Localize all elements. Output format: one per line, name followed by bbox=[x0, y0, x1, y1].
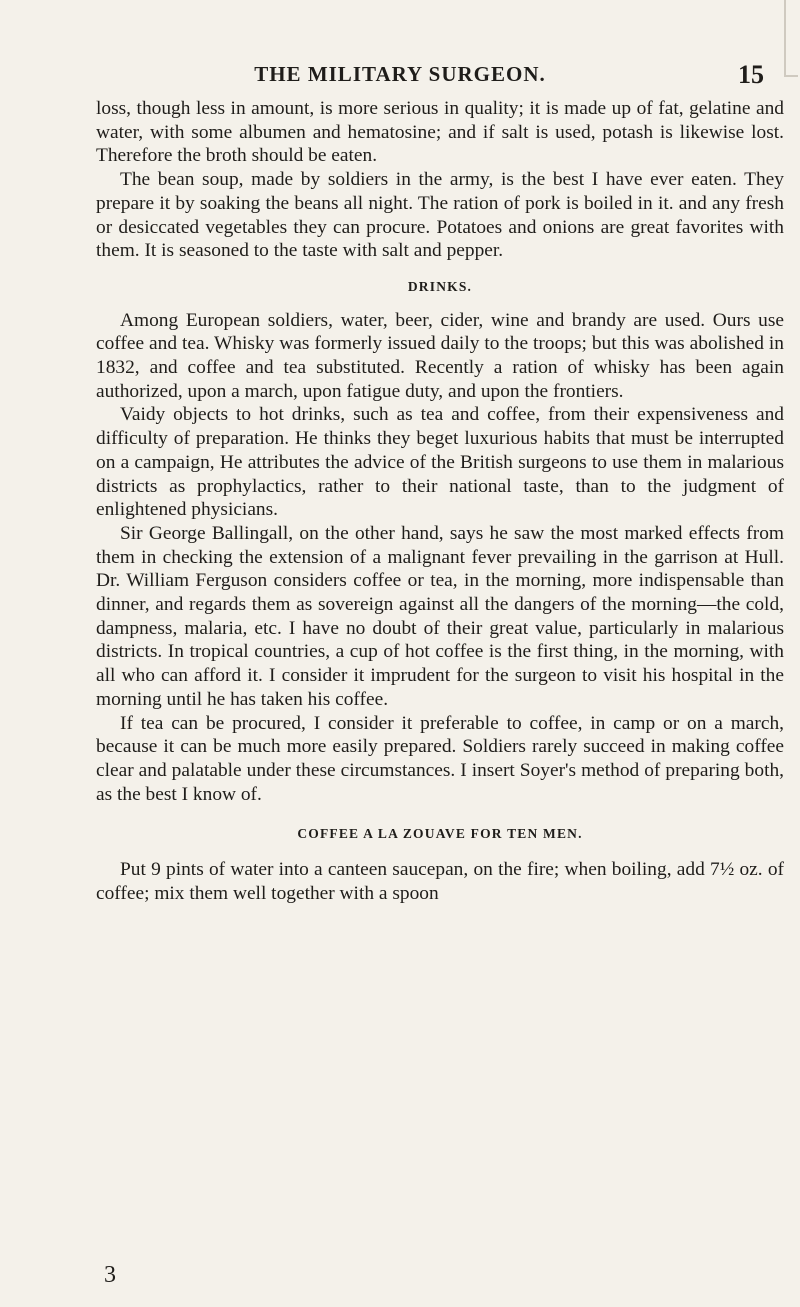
section-heading-drinks: DRINKS. bbox=[407, 278, 473, 294]
body-text bbox=[96, 97, 784, 906]
running-title: THE MILITARY SURGEON. bbox=[254, 62, 546, 86]
paragraph-1: loss, though less in amount, is more serious in quality; it is made up of fat, gelatine and water, with some albumen and hematosine; and if salt is used, potash is likewise lost. Therefore the broth should be eaten. bbox=[96, 98, 784, 167]
paragraph-6: If tea can be procured, I consider it preferable to coffee, in camp or on a march, because it can be much more easily prepared. Soldiers rarely succeed in making coffee clear and palatable under these circumstances. I insert Soyer's method of preparing both, as the best I know of. bbox=[96, 712, 784, 805]
page-number: 15 bbox=[738, 60, 764, 89]
paragraph-3: Among European soldiers, water, beer, cider, wine and brandy are used. Ours use coffee and tea. Whisky was formerly issued daily to the troops; but this was abolished in 1832, and coffee and tea substituted. Recently a ration of whisky has been again authorized, upon a march, upon fatigue duty, and upon the frontiers. bbox=[96, 309, 784, 402]
paragraph-7: Put 9 pints of water into a canteen saucepan, on the fire; when boiling, add 7½ oz. of coffee; mix them well together with a spoon bbox=[96, 859, 784, 904]
paragraph-5: Sir George Ballingall, on the other hand, says he saw the most marked effects from them in checking the extension of a malignant fever prevailing in the garrison at Hull. Dr. William Ferguson considers coffee or tea, in the morning, more indispensable than dinner, and regards them as sovereign against all the dangers of the morning—the cold, dampness, malaria, etc. I have no doubt of their great value, particularly in malarious districts. In tropical countries, a cup of hot coffee is the first thing, in the morning, with all who can afford it. I consider it imprudent for the surgeon to visit his hospital in the morning until he has taken his coffee. bbox=[96, 522, 784, 710]
running-head bbox=[0, 62, 800, 92]
section-heading-coffee: COFFEE A LA ZOUAVE FOR TEN MEN. bbox=[297, 826, 583, 842]
paragraph-4: Vaidy objects to hot drinks, such as tea and coffee, from their expensiveness and difficulty of preparation. He thinks they beget luxurious habits that must be interrupted on a campaign, He attributes the advice of the British surgeons to use them in malarious districts as prophylactics, rather to their national taste, than to the judgment of enlightened physicians. bbox=[96, 404, 784, 521]
signature-mark: 3 bbox=[104, 1262, 116, 1288]
paragraph-2: The bean soup, made by soldiers in the army, is the best I have ever eaten. They prepare it by soaking the beans all night. The ration of pork is boiled in it. and any fresh or desiccated vegetables they can procure. Potatoes and onions are great favorites with them. It is seasoned to the taste with salt and pepper. bbox=[96, 169, 784, 262]
